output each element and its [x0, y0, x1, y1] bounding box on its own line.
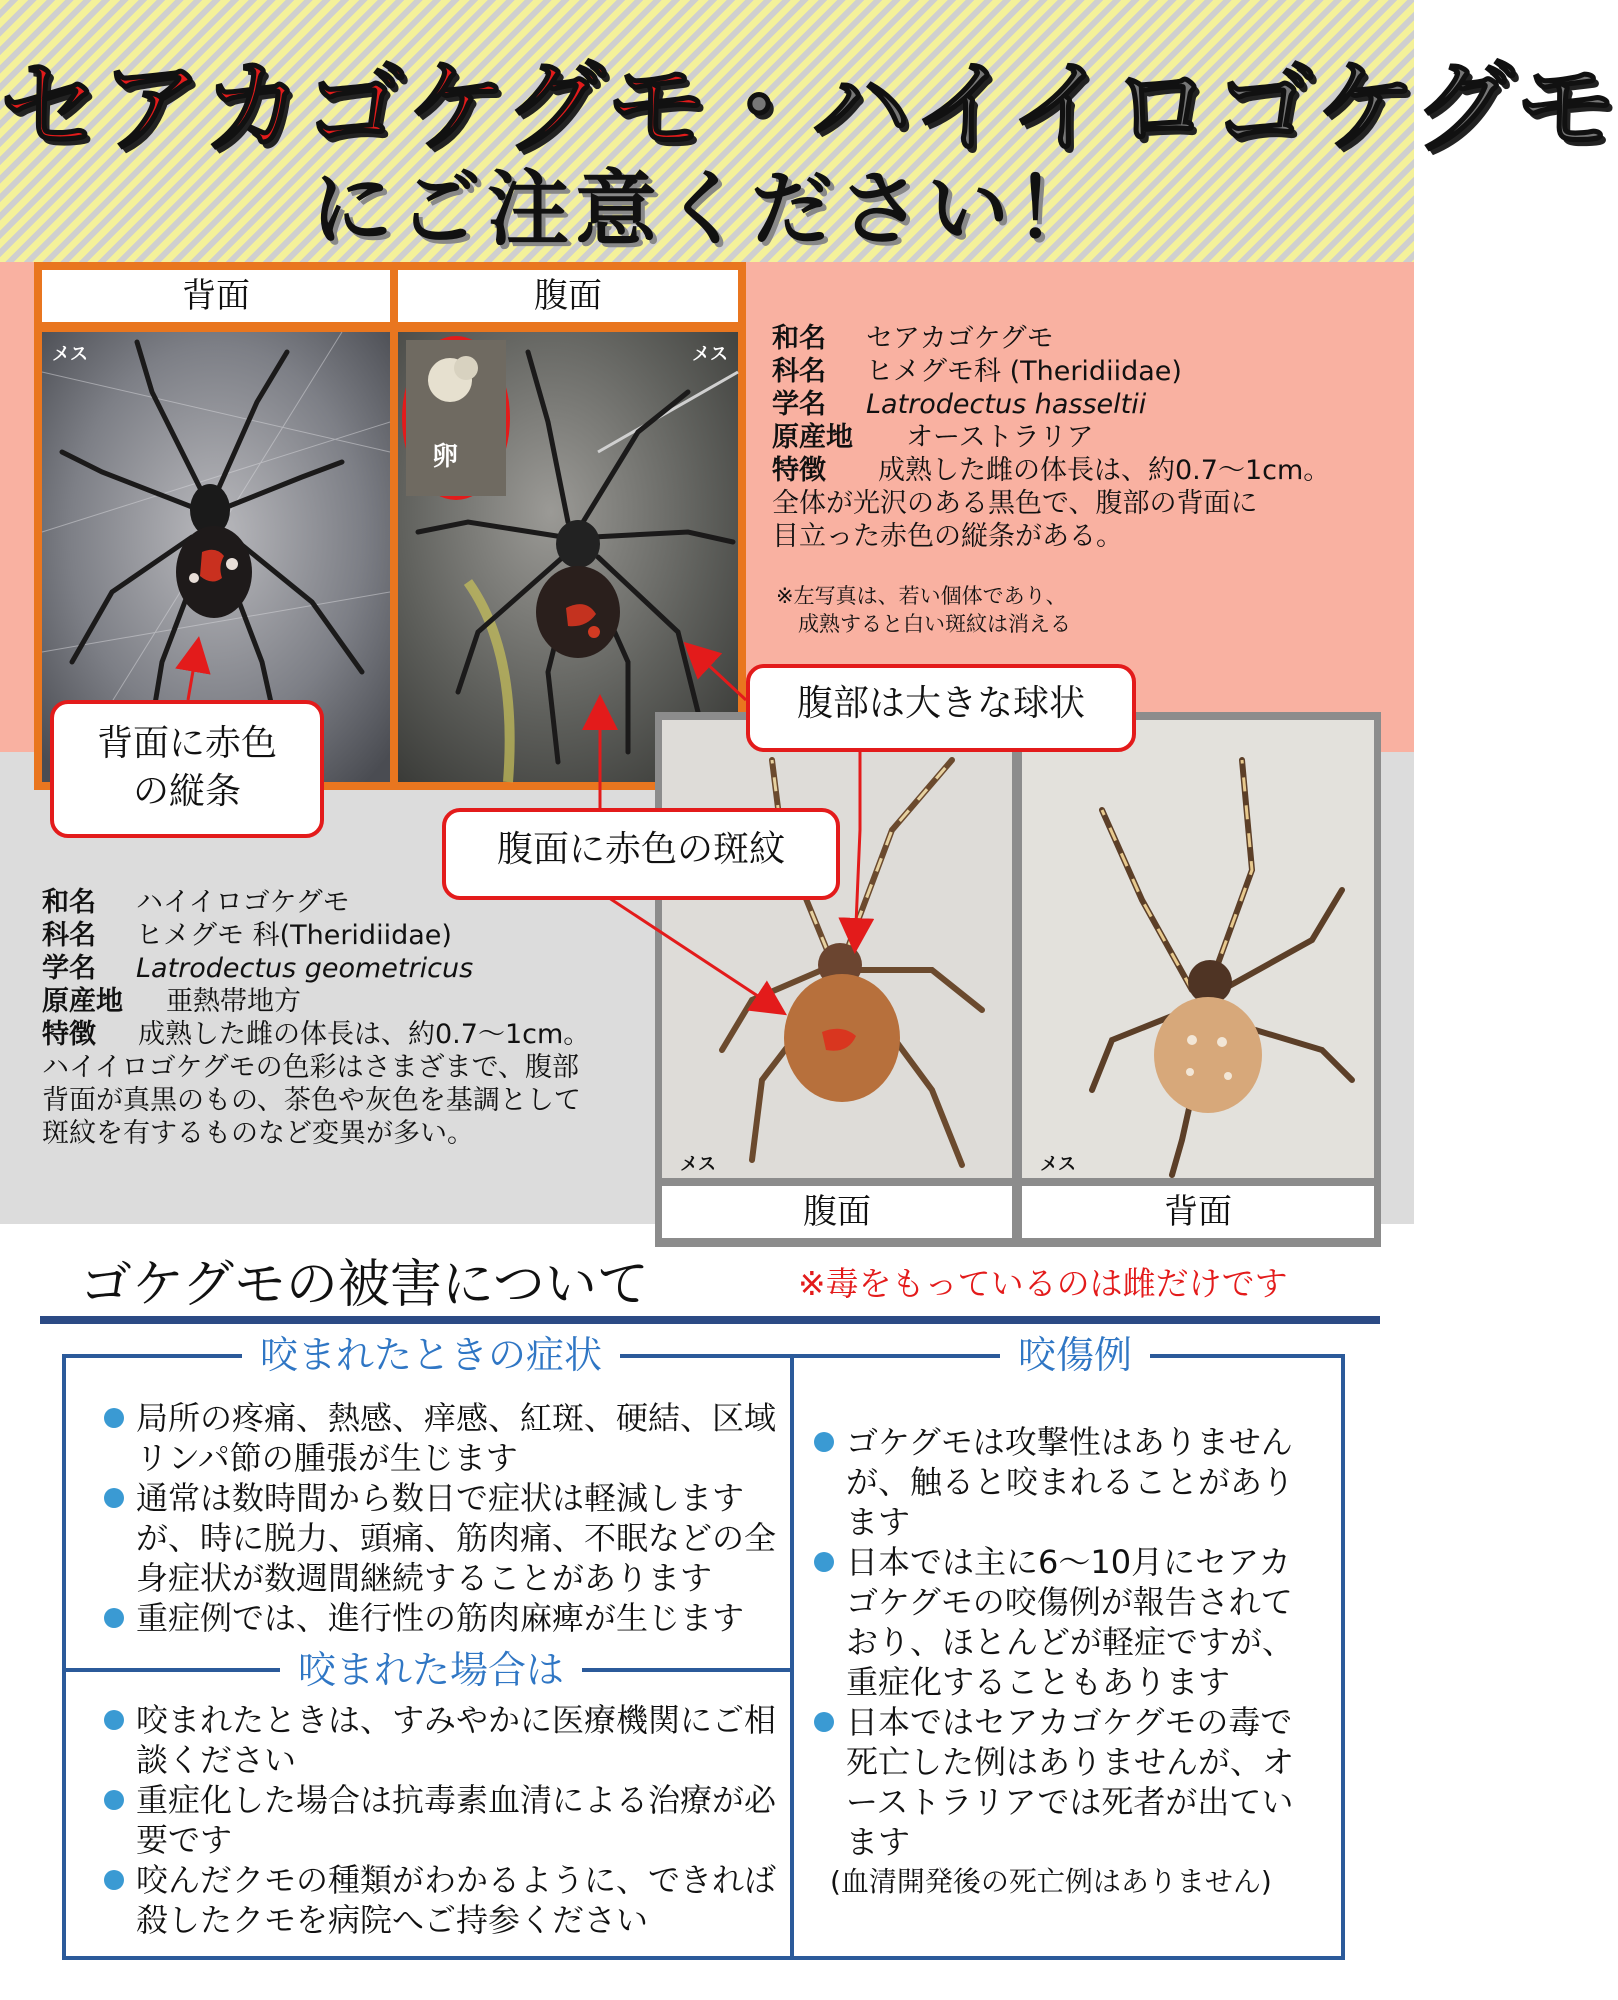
feature-text: 成熟した雌の体長は、約0.7～1cm。 [138, 1019, 591, 1050]
info-key: 特徴 [772, 455, 826, 486]
scientific-name: Latrodectus geometricus [136, 953, 474, 984]
section-divider [40, 1316, 1380, 1324]
info-key: 学名 [772, 389, 826, 420]
info-key: 特徴 [42, 1019, 96, 1050]
label-back: 背面 [42, 270, 390, 322]
info-key: 和名 [42, 887, 96, 918]
title-redback: セアカゴケグモ [0, 49, 709, 166]
feature-text: 斑紋を有するものなど変異が多い。 [42, 1118, 474, 1149]
if-bitten-heading: 咬まれた場合は [280, 1645, 582, 1695]
note-line: 成熟すると白い斑紋は消える [798, 612, 1071, 636]
bite-cases-heading: 咬傷例 [1000, 1330, 1150, 1380]
female-tag: メス [52, 344, 88, 365]
damage-section-title: ゴケグモの被害について [80, 1255, 649, 1315]
info-key: 学名 [42, 953, 96, 984]
bullet-icon [104, 1408, 124, 1428]
family-name: ヒメグモ科 (Theridiidae) [866, 356, 1182, 387]
japanese-name: ハイイロゴケグモ [136, 887, 350, 918]
label-back: 背面 [1022, 1186, 1374, 1238]
if-bitten-list [100, 1700, 780, 1940]
page-subtitle: にご注意ください！ [310, 162, 1103, 257]
list-item: 通常は数時間から数日で症状は軽減しますが、時に脱力、頭痛、筋肉痛、不眠などの全身症状が数週間継続することがあります [100, 1478, 780, 1598]
callout-text: 背面に赤色 [96, 723, 277, 764]
list-item: ゴケグモは攻撃性はありませんが、触ると咬まれることがあります [810, 1422, 1318, 1542]
female-tag: メス [692, 344, 728, 365]
bullet-icon [104, 1488, 124, 1508]
label-belly: 腹面 [662, 1186, 1012, 1238]
venom-note: ※毒をもっているのは雌だけです [798, 1264, 1288, 1303]
list-item: 重症化した場合は抗毒素血清による治療が必要です [100, 1780, 780, 1860]
title-separator: ・ [709, 49, 811, 166]
origin: 亜熱帯地方 [166, 986, 301, 1017]
bite-cases-list [810, 1422, 1318, 1900]
feature-text: 背面が真黒のもの、茶色や灰色を基調として [42, 1085, 581, 1116]
bullet-icon [814, 1432, 834, 1452]
list-item: 局所の疼痛、熱感、痒感、紅斑、硬結、区域リンパ節の腫張が生じます [100, 1398, 780, 1478]
bullet-icon [104, 1870, 124, 1890]
symptoms-heading: 咬まれたときの症状 [242, 1330, 620, 1380]
feature-text: 成熟した雌の体長は、約0.7～1cm。 [878, 455, 1331, 486]
label-belly: 腹面 [398, 270, 738, 322]
list-item: 日本ではセアカゴケグモの毒で死亡した例はありませんが、オーストラリアでは死者が出ています [810, 1702, 1318, 1862]
list-item: 咬まれたときは、すみやかに医療機関にご相談ください [100, 1700, 780, 1780]
female-tag: メス [1040, 1154, 1076, 1175]
callout-back-stripe [50, 700, 324, 838]
symptoms-list [100, 1398, 780, 1638]
info-key: 和名 [772, 323, 826, 354]
column-divider [790, 1354, 794, 1960]
bullet-icon [814, 1552, 834, 1572]
feature-text: ハイイロゴケグモの色彩はさまざまで、腹部 [42, 1052, 580, 1083]
callout-text: の縦条 [132, 771, 241, 812]
info-key: 原産地 [772, 422, 853, 453]
info-key: 原産地 [42, 986, 123, 1017]
bullet-icon [104, 1790, 124, 1810]
feature-text: 全体が光沢のある黒色で、腹部の背面に [772, 488, 1258, 519]
bullet-icon [104, 1710, 124, 1730]
callout-belly-spot: 腹面に赤色の斑紋 [442, 808, 840, 900]
bullet-icon [814, 1712, 834, 1732]
serum-note: (血清開発後の死亡例はありません) [830, 1865, 1272, 1898]
feature-text: 目立った赤色の縦条がある。 [772, 521, 1123, 552]
note-line: ※左写真は、若い個体であり、 [776, 584, 1067, 608]
family-name: ヒメグモ 科(Theridiidae) [136, 920, 452, 951]
title-brown-widow: ハイイロゴケグモ [811, 49, 1618, 166]
japanese-name: セアカゴケグモ [866, 323, 1054, 354]
info-key: 科名 [772, 356, 826, 387]
scientific-name: Latrodectus hasseltii [866, 389, 1147, 420]
list-item: 重症例では、進行性の筋肉麻痺が生じます [100, 1598, 780, 1638]
list-item: 咬んだクモの種類がわかるように、できれば殺したクモを病院へご持参ください [100, 1860, 780, 1940]
list-item: 日本では主に6～10月にセアカゴケグモの咬傷例が報告されており、ほとんどが軽症ですが、重症化することもあります [810, 1542, 1318, 1702]
egg-label: 卵 [432, 442, 459, 472]
origin: オーストラリア [906, 422, 1094, 453]
callout-abdomen-ball: 腹部は大きな球状 [746, 664, 1136, 752]
info-key: 科名 [42, 920, 96, 951]
bullet-icon [104, 1608, 124, 1628]
female-tag: メス [680, 1154, 716, 1175]
